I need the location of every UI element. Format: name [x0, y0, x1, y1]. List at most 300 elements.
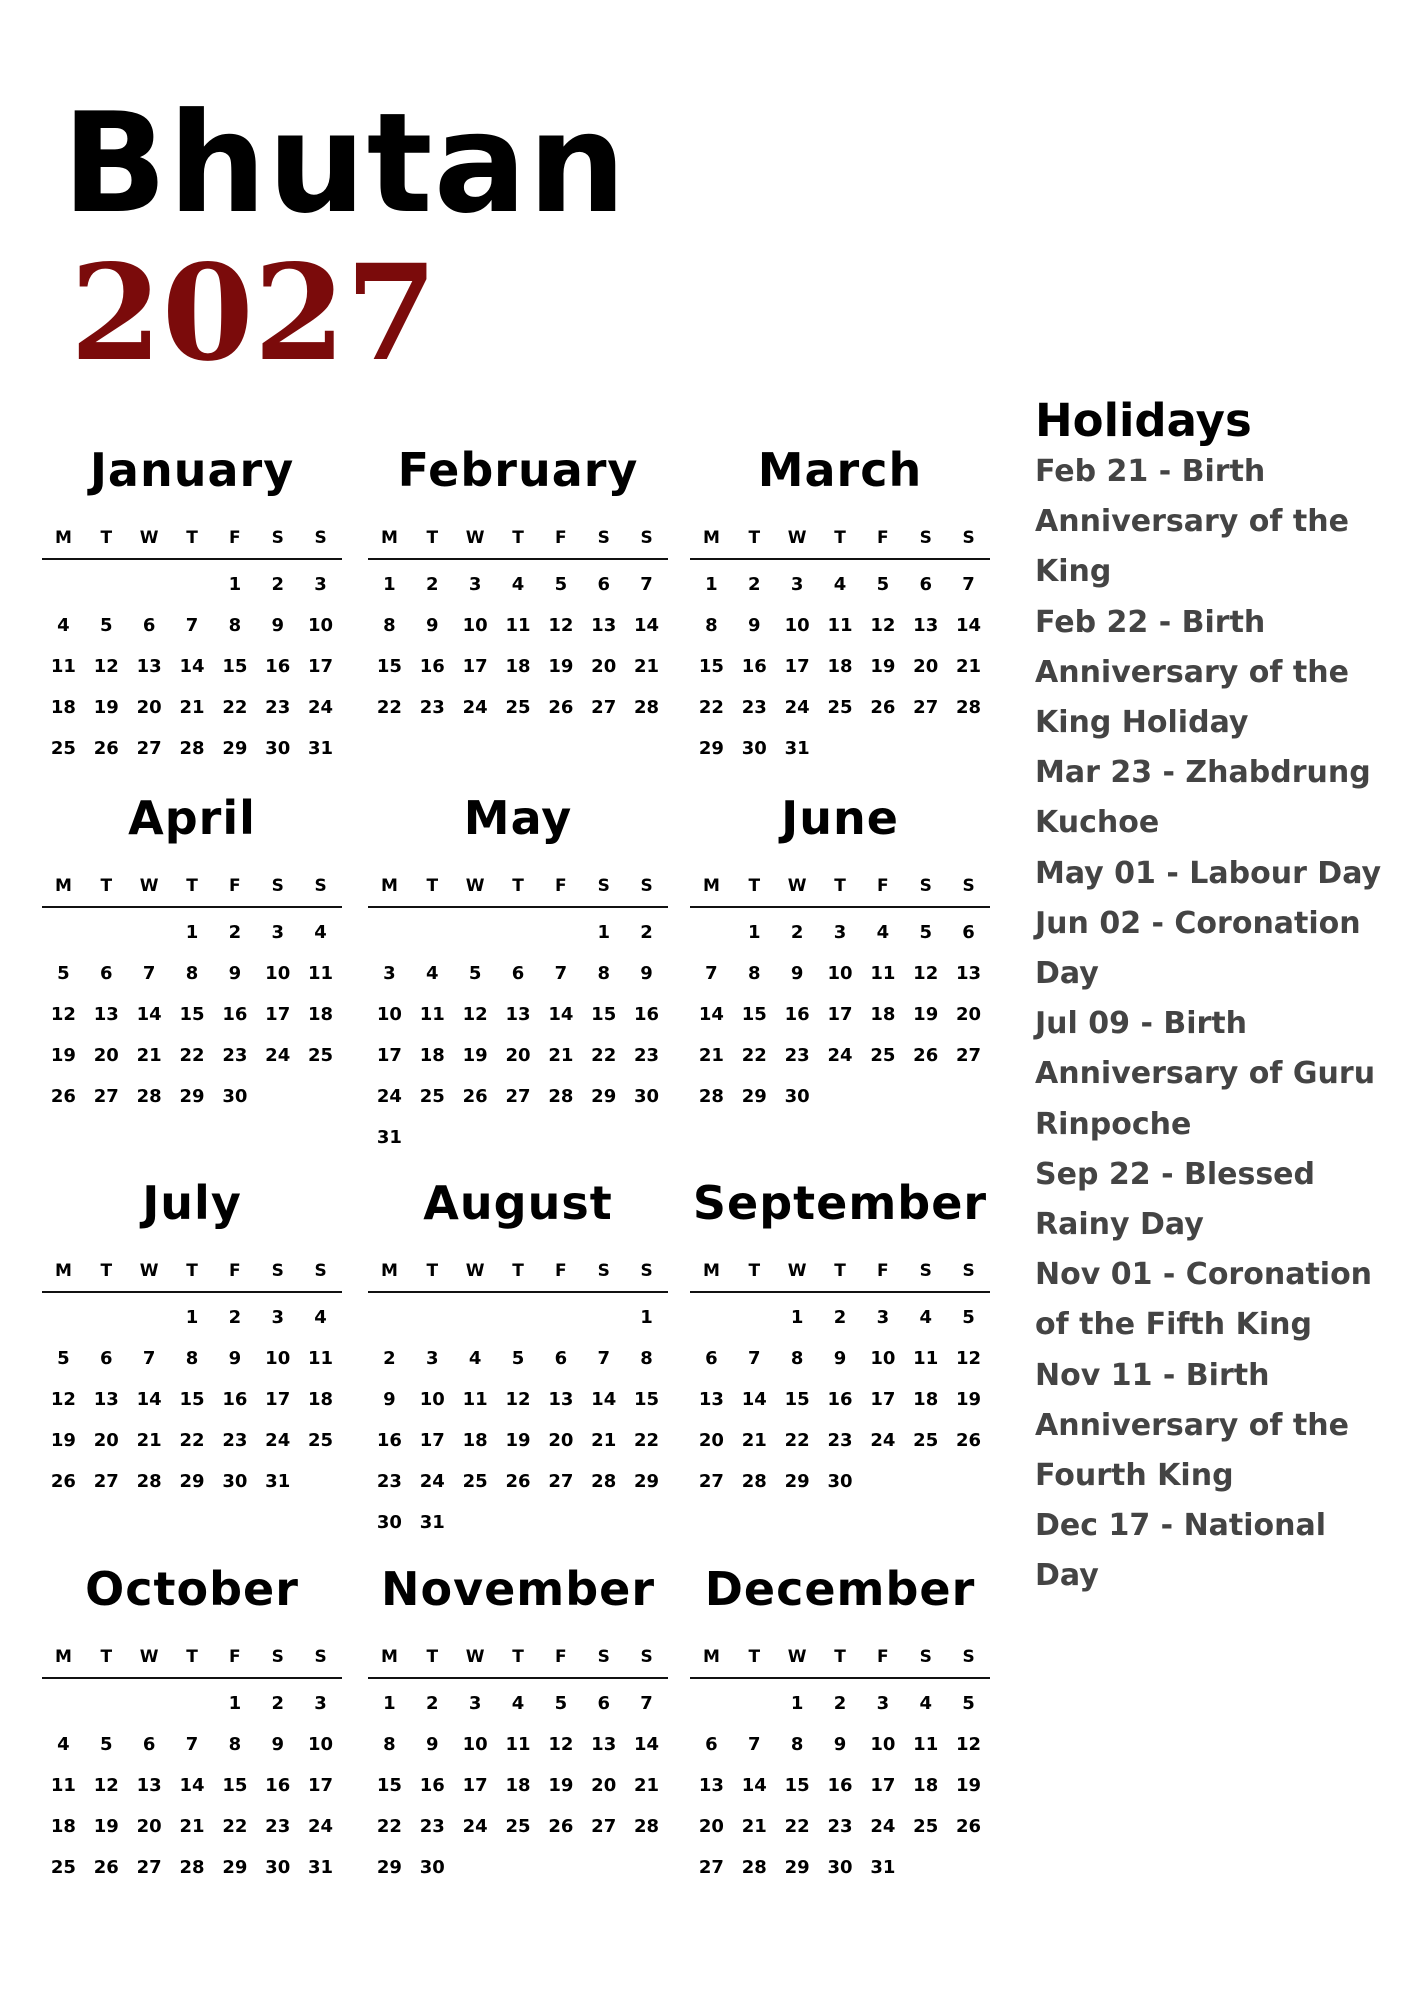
- day-cell: 8: [383, 1734, 396, 1755]
- day-cell: 8: [383, 615, 396, 636]
- day-cell: 14: [741, 1775, 767, 1796]
- empty-cell: [85, 1683, 128, 1724]
- day-cell: 16: [634, 1004, 660, 1025]
- day-cell: 19: [462, 1045, 488, 1066]
- holiday-line: Nov 11 - Birth: [1035, 1357, 1270, 1393]
- day-cell: 7: [962, 574, 975, 595]
- weekday-label: S: [271, 1647, 284, 1667]
- day-cell: 29: [222, 1857, 248, 1878]
- weekday-label: T: [512, 876, 524, 896]
- day-cell: 24: [870, 1430, 896, 1451]
- day-cell: 18: [827, 656, 853, 677]
- day-cell: 12: [50, 1004, 76, 1025]
- day-cell: 24: [419, 1471, 445, 1492]
- empty-cell: [128, 912, 171, 953]
- day-cell: 28: [136, 1471, 162, 1492]
- empty-cell: [42, 564, 85, 605]
- month-october: [42, 1561, 342, 1888]
- weekday-header: [368, 1637, 668, 1679]
- month-name: August: [423, 1176, 613, 1230]
- day-grid: [368, 1683, 668, 1888]
- weekday-label: F: [229, 1647, 241, 1667]
- day-cell: 1: [383, 574, 396, 595]
- weekday-label: T: [100, 1261, 113, 1281]
- empty-cell: [171, 1683, 214, 1724]
- day-cell: 17: [784, 656, 810, 677]
- holiday-line: Feb 22 - Birth: [1035, 604, 1266, 640]
- day-cell: 6: [100, 1348, 113, 1369]
- day-cell: 4: [919, 1307, 932, 1328]
- day-cell: 2: [228, 1307, 242, 1328]
- weekday-label: T: [100, 876, 113, 896]
- day-cell: 18: [913, 1389, 939, 1410]
- empty-cell: [411, 1297, 454, 1338]
- day-cell: 2: [833, 1307, 847, 1328]
- day-cell: 16: [265, 656, 291, 677]
- day-cell: 29: [784, 1857, 810, 1878]
- day-cell: 23: [634, 1045, 660, 1066]
- weekday-header: [690, 866, 990, 908]
- day-cell: 26: [548, 1816, 574, 1837]
- day-cell: 5: [962, 1307, 975, 1328]
- day-cell: 27: [956, 1045, 982, 1066]
- day-cell: 1: [748, 922, 761, 943]
- day-cell: 25: [913, 1430, 939, 1451]
- day-cell: 4: [919, 1693, 932, 1714]
- holiday-line: Sep 22 - Blessed: [1035, 1156, 1315, 1192]
- day-cell: 25: [50, 1857, 76, 1878]
- day-cell: 5: [554, 1693, 568, 1714]
- empty-cell: [690, 1683, 733, 1724]
- day-cell: 2: [271, 574, 284, 595]
- month-july: [42, 1175, 342, 1502]
- day-cell: 9: [271, 1734, 284, 1755]
- weekday-header: [42, 1251, 342, 1293]
- day-cell: 30: [741, 738, 767, 759]
- day-cell: 10: [376, 1004, 402, 1025]
- day-cell: 5: [57, 1348, 70, 1369]
- day-cell: 6: [142, 615, 156, 636]
- day-cell: 23: [419, 1816, 445, 1837]
- day-cell: 18: [308, 1004, 334, 1025]
- day-cell: 19: [956, 1775, 982, 1796]
- day-cell: 5: [962, 1693, 975, 1714]
- weekday-label: F: [877, 1647, 889, 1667]
- weekday-header: [42, 518, 342, 560]
- day-cell: 12: [870, 615, 896, 636]
- day-cell: 21: [179, 1816, 205, 1837]
- day-cell: 14: [741, 1389, 767, 1410]
- day-cell: 18: [505, 1775, 531, 1796]
- day-cell: 7: [748, 1348, 761, 1369]
- weekday-label: M: [54, 1261, 72, 1281]
- day-cell: 15: [222, 1775, 248, 1796]
- day-cell: 17: [827, 1004, 853, 1025]
- day-cell: 18: [50, 697, 76, 718]
- weekday-label: T: [426, 1647, 439, 1667]
- day-cell: 8: [790, 1348, 804, 1369]
- day-cell: 22: [222, 697, 248, 718]
- day-grid: [42, 564, 342, 769]
- day-cell: 21: [634, 656, 660, 677]
- day-cell: 9: [383, 1389, 396, 1410]
- day-cell: 28: [741, 1471, 767, 1492]
- weekday-label: S: [640, 1261, 653, 1281]
- holiday-line: Anniversary of Guru: [1035, 1056, 1376, 1092]
- weekday-label: F: [555, 528, 567, 548]
- day-cell: 26: [956, 1816, 982, 1837]
- day-cell: 14: [179, 1775, 205, 1796]
- weekday-label: T: [748, 528, 761, 548]
- holiday-line: Nov 01 - Coronation: [1035, 1257, 1373, 1293]
- day-cell: 16: [741, 656, 767, 677]
- weekday-header: [690, 518, 990, 560]
- day-cell: 21: [548, 1045, 574, 1066]
- day-cell: 13: [93, 1389, 119, 1410]
- day-cell: 17: [419, 1430, 445, 1451]
- day-cell: 21: [136, 1045, 162, 1066]
- weekday-label: W: [787, 1261, 807, 1281]
- day-cell: 8: [185, 963, 199, 984]
- holiday-line: Anniversary of the: [1035, 504, 1349, 540]
- weekday-label: F: [877, 1261, 889, 1281]
- month-august: [368, 1175, 668, 1543]
- month-may: [368, 790, 668, 1158]
- day-cell: 31: [308, 738, 334, 759]
- day-cell: 25: [913, 1816, 939, 1837]
- day-cell: 12: [93, 656, 119, 677]
- empty-cell: [85, 564, 128, 605]
- weekday-header: [368, 518, 668, 560]
- day-cell: 12: [462, 1004, 488, 1025]
- day-cell: 10: [419, 1389, 445, 1410]
- holidays-title: Holidays: [1035, 394, 1252, 447]
- day-cell: 15: [222, 656, 248, 677]
- month-name: May: [463, 791, 573, 845]
- day-cell: 24: [308, 697, 334, 718]
- day-cell: 10: [265, 1348, 291, 1369]
- day-cell: 11: [308, 963, 334, 984]
- day-cell: 4: [511, 574, 525, 595]
- day-cell: 15: [376, 1775, 402, 1796]
- day-cell: 18: [870, 1004, 896, 1025]
- day-cell: 21: [741, 1430, 767, 1451]
- day-cell: 12: [548, 615, 574, 636]
- day-cell: 30: [222, 1086, 248, 1107]
- weekday-label: F: [877, 876, 889, 896]
- day-cell: 28: [741, 1857, 767, 1878]
- weekday-label: F: [555, 1647, 567, 1667]
- day-cell: 15: [591, 1004, 617, 1025]
- day-cell: 6: [554, 1348, 568, 1369]
- day-cell: 3: [833, 922, 847, 943]
- day-cell: 22: [741, 1045, 767, 1066]
- weekday-label: S: [919, 1647, 932, 1667]
- day-cell: 13: [698, 1775, 724, 1796]
- day-cell: 16: [376, 1430, 402, 1451]
- day-cell: 6: [705, 1734, 718, 1755]
- weekday-label: S: [962, 876, 975, 896]
- day-cell: 24: [784, 697, 810, 718]
- holiday-line: Jun 02 - Coronation: [1035, 905, 1361, 941]
- day-cell: 27: [93, 1471, 119, 1492]
- weekday-label: S: [962, 1647, 975, 1667]
- day-cell: 5: [468, 963, 482, 984]
- weekday-label: S: [919, 1261, 932, 1281]
- holiday-line: Rinpoche: [1035, 1106, 1192, 1142]
- day-cell: 27: [136, 738, 162, 759]
- day-cell: 17: [265, 1004, 291, 1025]
- day-grid: [42, 1683, 342, 1888]
- day-cell: 28: [698, 1086, 724, 1107]
- weekday-label: W: [139, 1647, 159, 1667]
- day-cell: 2: [228, 922, 242, 943]
- day-cell: 28: [634, 1816, 660, 1837]
- day-cell: 4: [314, 922, 327, 943]
- month-march: [690, 442, 990, 769]
- empty-cell: [42, 912, 85, 953]
- holiday-line: Mar 23 - Zhabdrung: [1035, 755, 1371, 791]
- day-cell: 17: [870, 1775, 896, 1796]
- day-cell: 7: [640, 574, 653, 595]
- weekday-label: S: [314, 876, 327, 896]
- month-name: March: [757, 443, 923, 497]
- day-cell: 21: [956, 656, 982, 677]
- day-cell: 14: [634, 615, 660, 636]
- weekday-label: T: [186, 528, 198, 548]
- empty-cell: [454, 912, 497, 953]
- day-cell: 11: [50, 656, 76, 677]
- weekday-label: T: [426, 876, 439, 896]
- day-cell: 16: [419, 656, 445, 677]
- weekday-label: W: [465, 876, 485, 896]
- day-cell: 7: [554, 963, 568, 984]
- weekday-label: S: [597, 1261, 610, 1281]
- day-cell: 12: [93, 1775, 119, 1796]
- day-cell: 28: [548, 1086, 574, 1107]
- day-cell: 24: [265, 1430, 291, 1451]
- empty-cell: [128, 1297, 171, 1338]
- day-cell: 4: [57, 615, 70, 636]
- weekday-label: T: [186, 1647, 198, 1667]
- day-cell: 1: [383, 1693, 396, 1714]
- day-cell: 2: [790, 922, 804, 943]
- day-cell: 7: [142, 963, 156, 984]
- empty-cell: [539, 912, 582, 953]
- empty-cell: [733, 1297, 776, 1338]
- weekday-label: M: [702, 1261, 720, 1281]
- day-cell: 26: [548, 697, 574, 718]
- day-cell: 10: [462, 1734, 488, 1755]
- day-cell: 12: [50, 1389, 76, 1410]
- weekday-label: T: [426, 1261, 439, 1281]
- weekday-label: S: [962, 1261, 975, 1281]
- day-cell: 13: [548, 1389, 574, 1410]
- holiday-line: Day: [1035, 956, 1099, 992]
- day-cell: 14: [634, 1734, 660, 1755]
- day-cell: 30: [265, 1857, 291, 1878]
- day-cell: 22: [634, 1430, 660, 1451]
- holiday-line: Anniversary of the: [1035, 1407, 1349, 1443]
- day-cell: 22: [376, 1816, 402, 1837]
- day-cell: 11: [913, 1348, 939, 1369]
- weekday-label: S: [271, 1261, 284, 1281]
- day-cell: 7: [640, 1693, 653, 1714]
- day-cell: 3: [426, 1348, 439, 1369]
- day-cell: 27: [505, 1086, 531, 1107]
- day-cell: 25: [827, 697, 853, 718]
- month-april: [42, 790, 342, 1117]
- holiday-line: May 01 - Labour Day: [1035, 855, 1382, 891]
- day-cell: 1: [185, 922, 199, 943]
- day-cell: 2: [383, 1348, 396, 1369]
- day-cell: 27: [136, 1857, 162, 1878]
- day-cell: 28: [956, 697, 982, 718]
- day-cell: 10: [870, 1734, 896, 1755]
- day-cell: 13: [956, 963, 982, 984]
- day-cell: 14: [179, 656, 205, 677]
- holiday-line: Fourth King: [1035, 1458, 1234, 1494]
- day-cell: 22: [222, 1816, 248, 1837]
- day-cell: 26: [50, 1471, 76, 1492]
- weekday-label: M: [702, 876, 720, 896]
- day-cell: 28: [136, 1086, 162, 1107]
- weekday-header: [42, 866, 342, 908]
- weekday-label: S: [314, 1261, 327, 1281]
- day-cell: 22: [591, 1045, 617, 1066]
- day-cell: 4: [57, 1734, 70, 1755]
- day-cell: 19: [913, 1004, 939, 1025]
- day-cell: 3: [271, 1307, 284, 1328]
- empty-cell: [85, 912, 128, 953]
- empty-cell: [42, 1683, 85, 1724]
- weekday-label: S: [597, 528, 610, 548]
- day-cell: 18: [50, 1816, 76, 1837]
- day-cell: 27: [591, 1816, 617, 1837]
- weekday-label: M: [702, 1647, 720, 1667]
- day-cell: 4: [468, 1348, 482, 1369]
- day-cell: 22: [698, 697, 724, 718]
- day-cell: 16: [265, 1775, 291, 1796]
- day-cell: 11: [505, 615, 531, 636]
- month-name: June: [781, 791, 899, 845]
- empty-cell: [497, 912, 540, 953]
- weekday-label: M: [54, 528, 72, 548]
- day-cell: 25: [505, 1816, 531, 1837]
- day-cell: 23: [784, 1045, 810, 1066]
- day-cell: 6: [511, 963, 525, 984]
- day-grid: [368, 1297, 668, 1543]
- day-cell: 28: [179, 738, 205, 759]
- weekday-label: W: [787, 1647, 807, 1667]
- weekday-header: [368, 1251, 668, 1293]
- empty-cell: [128, 1683, 171, 1724]
- day-cell: 13: [591, 1734, 617, 1755]
- day-cell: 13: [136, 656, 162, 677]
- day-cell: 13: [136, 1775, 162, 1796]
- day-cell: 7: [597, 1348, 610, 1369]
- day-cell: 21: [179, 697, 205, 718]
- day-cell: 20: [698, 1430, 724, 1451]
- day-cell: 6: [142, 1734, 156, 1755]
- day-cell: 24: [827, 1045, 853, 1066]
- day-cell: 3: [876, 1307, 890, 1328]
- day-cell: 14: [956, 615, 982, 636]
- weekday-label: S: [640, 1647, 653, 1667]
- day-cell: 3: [383, 963, 396, 984]
- weekday-label: T: [100, 528, 113, 548]
- weekday-label: T: [426, 528, 439, 548]
- day-cell: 20: [93, 1430, 119, 1451]
- weekday-label: T: [186, 1261, 198, 1281]
- month-name: December: [704, 1562, 976, 1616]
- day-cell: 19: [93, 1816, 119, 1837]
- day-cell: 7: [748, 1734, 761, 1755]
- day-cell: 15: [784, 1775, 810, 1796]
- weekday-label: S: [919, 876, 932, 896]
- day-cell: 22: [179, 1430, 205, 1451]
- day-cell: 2: [748, 574, 761, 595]
- day-cell: 27: [93, 1086, 119, 1107]
- day-cell: 3: [314, 574, 327, 595]
- weekday-label: M: [380, 876, 398, 896]
- holiday-line: King: [1035, 554, 1112, 590]
- day-cell: 12: [956, 1734, 982, 1755]
- day-cell: 26: [870, 697, 896, 718]
- day-cell: 16: [827, 1775, 853, 1796]
- weekday-label: T: [748, 1261, 761, 1281]
- day-cell: 16: [222, 1004, 248, 1025]
- day-cell: 5: [100, 1734, 113, 1755]
- month-november: [368, 1561, 668, 1888]
- day-cell: 18: [913, 1775, 939, 1796]
- holiday-line: of the Fifth King: [1035, 1307, 1312, 1343]
- holiday-line: Kuchoe: [1035, 805, 1160, 841]
- weekday-label: F: [229, 1261, 241, 1281]
- empty-cell: [690, 912, 733, 953]
- day-cell: 30: [376, 1512, 402, 1533]
- day-cell: 8: [597, 963, 610, 984]
- weekday-label: T: [748, 876, 761, 896]
- day-cell: 25: [308, 1430, 334, 1451]
- weekday-label: T: [834, 876, 846, 896]
- day-cell: 6: [962, 922, 975, 943]
- day-cell: 4: [426, 963, 439, 984]
- day-cell: 15: [634, 1389, 660, 1410]
- weekday-label: W: [139, 528, 159, 548]
- day-cell: 29: [376, 1857, 402, 1878]
- weekday-label: F: [877, 528, 889, 548]
- day-cell: 12: [913, 963, 939, 984]
- day-grid: [368, 564, 668, 728]
- weekday-label: T: [834, 1647, 846, 1667]
- day-cell: 30: [222, 1471, 248, 1492]
- day-cell: 12: [956, 1348, 982, 1369]
- month-september: [690, 1175, 990, 1502]
- day-cell: 25: [419, 1086, 445, 1107]
- day-cell: 10: [308, 1734, 334, 1755]
- day-cell: 7: [705, 963, 718, 984]
- day-cell: 3: [790, 574, 804, 595]
- day-cell: 28: [634, 697, 660, 718]
- day-cell: 7: [185, 615, 199, 636]
- day-cell: 3: [468, 574, 482, 595]
- day-cell: 19: [548, 656, 574, 677]
- empty-cell: [690, 1297, 733, 1338]
- day-cell: 29: [222, 738, 248, 759]
- weekday-label: T: [512, 528, 524, 548]
- day-grid: [690, 564, 990, 769]
